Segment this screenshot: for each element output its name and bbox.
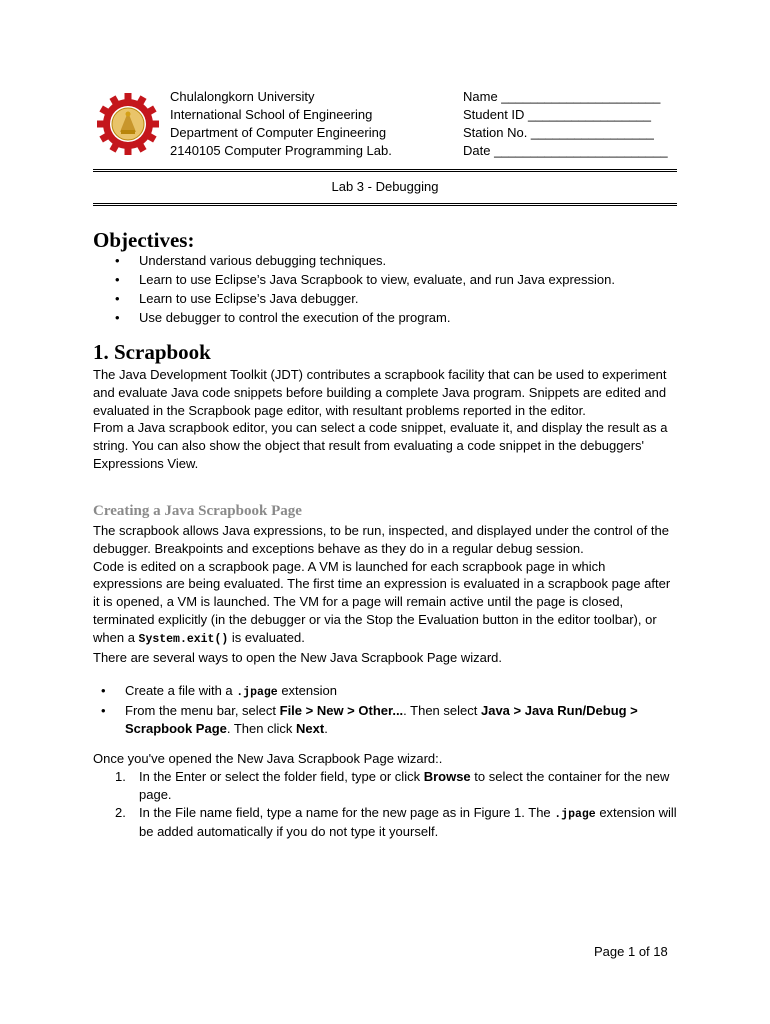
wizard-intro: Once you've opened the New Java Scrapbook Page wizard:. (93, 751, 443, 766)
institution-line: Department of Computer Engineering (170, 125, 387, 140)
institution-line: 2140105 Computer Programming Lab. (170, 143, 392, 158)
wizard-step: 1. In the Enter or select the folder field, type or click Browse to select the container for the new page. (115, 769, 670, 802)
inline-code: .jpage (554, 807, 596, 821)
method-item: • From the menu bar, select File > New > Other.... Then select Java > Java Run/Debug > Scrapbook Page. Then click Next. (101, 702, 681, 738)
wizard-step: 2. In the File name field, type a name for the new page as in Figure 1. The .jpage extension will be added automatically if you do not type it yourself. (115, 804, 677, 840)
creating-scrapbook-heading: Creating a Java Scrapbook Page (93, 503, 302, 519)
institution-line: International School of Engineering (170, 107, 373, 122)
inline-code: .jpage (236, 686, 278, 699)
name-field: Name ______________________ (463, 89, 661, 104)
inline-code: System.exit() (138, 632, 229, 646)
objectives-heading: Objectives: (93, 228, 195, 252)
university-gear-logo (96, 92, 160, 156)
objective-item: • Learn to use Eclipse’s Java debugger. (115, 289, 615, 308)
creating-paragraph: Code is edited on a scrapbook page. A VM is launched for each scrapbook page in which expressions are being evaluated. The first time an expression is evaluated in a scrapbook page after it is opened, a VM is launched. The VM for a page will remain active until the page is closed, terminated explicitly (in the debugger or via the Stop the Evaluation button in the editor toolbar), or when a System.exit() is evaluated. (93, 558, 671, 646)
wizard-steps-list (115, 768, 677, 841)
objective-item: • Learn to use Eclipse’s Java Scrapbook to view, evaluate, and run Java expression. (115, 270, 615, 289)
creating-paragraph: There are several ways to open the New Java Scrapbook Page wizard. (93, 649, 502, 665)
objective-item: • Use debugger to control the execution of the program. (115, 308, 615, 327)
scrapbook-paragraph: The Java Development Toolkit (JDT) contributes a scrapbook facility that can be used to experiment and evaluate Java code snippets before building a complete Java program. Snippets are edited and evaluated in the Scrapbook page editor, with resultant problems reported in the editor. (93, 367, 667, 418)
institution-block (170, 88, 392, 160)
creating-paragraph: The scrapbook allows Java expressions, to be run, inspected, and displayed under the control of the debugger. Breakpoints and exceptions behave as they do in a regular debug session. (93, 523, 669, 556)
method-item: • Create a file with a .jpage extension (101, 682, 681, 702)
scrapbook-intro (93, 366, 678, 473)
header-divider-bottom (93, 203, 677, 206)
scrapbook-paragraph: From a Java scrapbook editor, you can select a code snippet, evaluate it, and display the result as a string. You can also show the object that result from evaluating a code snippet in the debuggers' Expressions View. (93, 420, 668, 471)
objectives-list (115, 251, 615, 327)
institution-line: Chulalongkorn University (170, 89, 315, 104)
header-divider-top (93, 169, 677, 172)
student-id-field: Student ID _________________ (463, 107, 651, 122)
scrapbook-heading: 1. Scrapbook (93, 340, 211, 364)
page-number: Page 1 of 18 (594, 944, 668, 959)
student-info-block (463, 88, 668, 160)
date-field: Date ________________________ (463, 143, 668, 158)
creating-scrapbook-body (93, 522, 678, 666)
wizard-open-methods-list (101, 682, 681, 737)
lab-title: Lab 3 - Debugging (331, 179, 439, 194)
step-number: 1. (115, 769, 126, 784)
objective-item: • Understand various debugging techniques. (115, 251, 615, 270)
step-number: 2. (115, 804, 126, 820)
station-no-field: Station No. _________________ (463, 125, 654, 140)
